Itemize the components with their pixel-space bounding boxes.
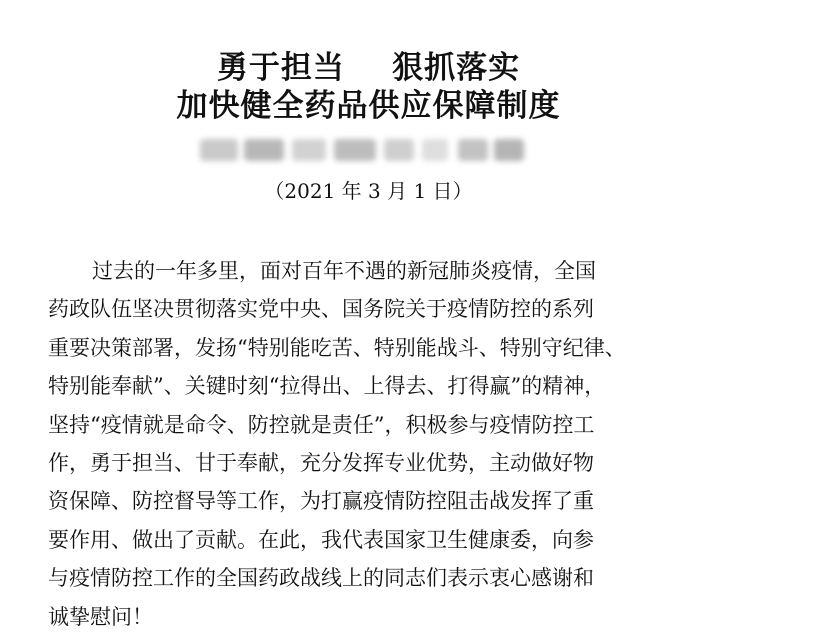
paragraph-line: 过去的一年多里，面对百年不遇的新冠肺炎疫情，全国 — [92, 259, 596, 283]
paragraph-line: 作，勇于担当、甘于奉献，充分发挥专业优势，主动做好物 — [48, 450, 594, 475]
document-body-paragraph — [48, 252, 698, 636]
paragraph-line: 特别能奉献”、关键时刻“拉得出、上得去、打得赢”的精神， — [48, 374, 606, 399]
document-date: （2021 年 3 月 1 日） — [264, 179, 473, 203]
author-redacted-blur — [196, 135, 528, 165]
paragraph-line: 重要决策部署，发扬“特别能吃苦、特别能战斗、特别守纪律、 — [48, 335, 626, 360]
paragraph-line: 资保障、防控督导等工作，为打赢疫情防控阻击战发挥了重 — [48, 489, 594, 514]
document-title-line-2: 加快健全药品供应保障制度 — [176, 88, 561, 124]
document-title-line-1: 勇于担当 狠抓落实 — [216, 50, 521, 86]
paragraph-line: 药政队伍坚决贯彻落实党中央、国务院关于疫情防控的系列 — [48, 297, 594, 322]
paragraph-line: 坚持“疫情就是命令、防控就是责任”，积极参与疫情防控工 — [48, 412, 595, 437]
paragraph-line: 与疫情防控工作的全国药政战线上的同志们表示衷心感谢和 — [48, 566, 594, 591]
paragraph-line: 要作用、做出了贡献。在此，我代表国家卫生健康委，向参 — [48, 527, 594, 552]
paragraph-line: 诚挚慰问！ — [48, 604, 153, 629]
